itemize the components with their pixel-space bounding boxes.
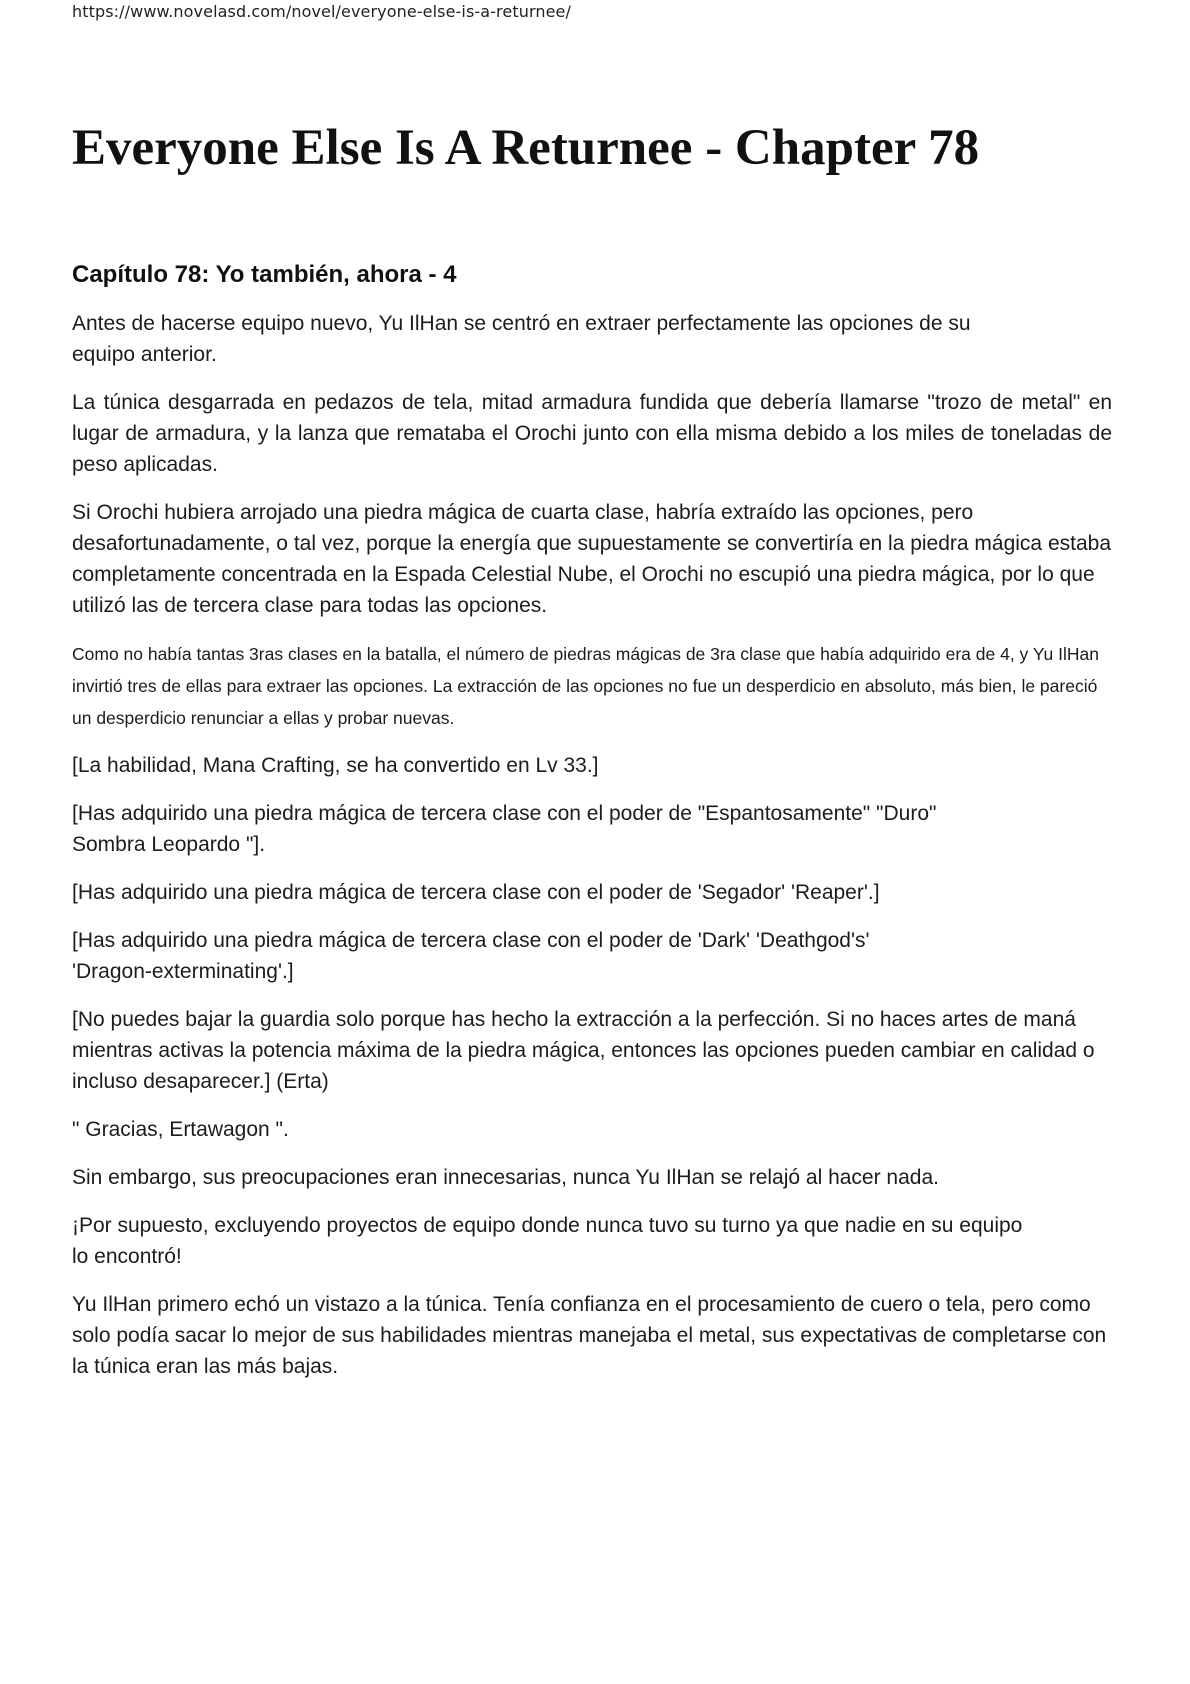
paragraph: La túnica desgarrada en pedazos de tela, mitad armadura fundida que debería llamarse "trozo de metal" en lugar de armadura, y la lanza que remataba el Orochi junto con ella misma debido a los miles de toneladas de peso aplicadas. <box>72 391 1112 476</box>
paragraph: Si Orochi hubiera arrojado una piedra mágica de cuarta clase, habría extraído las opciones, pero desafortunadamente, o tal vez, porque la energía que supuestamente se convertiría en la piedra mágica estaba completamente concentrada en la Espada Celestial Nube, el Orochi no escupió una piedra mágica, por lo que utilizó las de tercera clase para todas las opciones. <box>72 501 1111 617</box>
system-message: [Has adquirido una piedra mágica de tercera clase con el poder de 'Dark' 'Deathgod's' 'Dragon-exterminating'.] <box>72 929 870 983</box>
system-message: [Has adquirido una piedra mágica de tercera clase con el poder de "Espantosamente" "Duro" Sombra Leopardo "]. <box>72 802 937 856</box>
paragraph: Sin embargo, sus preocupaciones eran innecesarias, nunca Yu IlHan se relajó al hacer nada. <box>72 1166 939 1189</box>
paragraph: Yu IlHan primero echó un vistazo a la túnica. Tenía confianza en el procesamiento de cuero o tela, pero como solo podía sacar lo mejor de sus habilidades mientras manejaba el metal, sus expectativas de completarse con la túnica eran las más bajas. <box>72 1293 1107 1378</box>
dialogue: " Gracias, Ertawagon ". <box>72 1118 289 1141</box>
system-message: [Has adquirido una piedra mágica de tercera clase con el poder de 'Segador' 'Reaper'.] <box>72 881 880 904</box>
page-url: https://www.novelasd.com/novel/everyone-else-is-a-returnee/ <box>72 2 571 21</box>
dialogue: [No puedes bajar la guardia solo porque has hecho la extracción a la perfección. Si no haces artes de maná mientras activas la potencia máxima de la piedra mágica, entonces las opciones pueden cambiar en calidad o incluso desaparecer.] (Erta) <box>72 1008 1095 1093</box>
paragraph: Antes de hacerse equipo nuevo, Yu IlHan se centró en extraer perfectamente las opciones de su equipo anterior. <box>72 312 971 366</box>
chapter-heading: Capítulo 78: Yo también, ahora - 4 <box>72 261 457 288</box>
paragraph: Como no había tantas 3ras clases en la batalla, el número de piedras mágicas de 3ra clase que había adquirido era de 4, y Yu IlHan invirtió tres de ellas para extraer las opciones. La extracción de las opciones no fue un desperdicio en absoluto, más bien, le pareció un desperdicio renunciar a ellas y probar nuevas. <box>72 644 1099 728</box>
chapter-content <box>72 258 1112 1399</box>
page-title: Everyone Else Is A Returnee - Chapter 78 <box>72 120 980 176</box>
system-message: [La habilidad, Mana Crafting, se ha convertido en Lv 33.] <box>72 754 599 777</box>
paragraph: ¡Por supuesto, excluyendo proyectos de equipo donde nunca tuvo su turno ya que nadie en su equipo lo encontró! <box>72 1214 1023 1268</box>
